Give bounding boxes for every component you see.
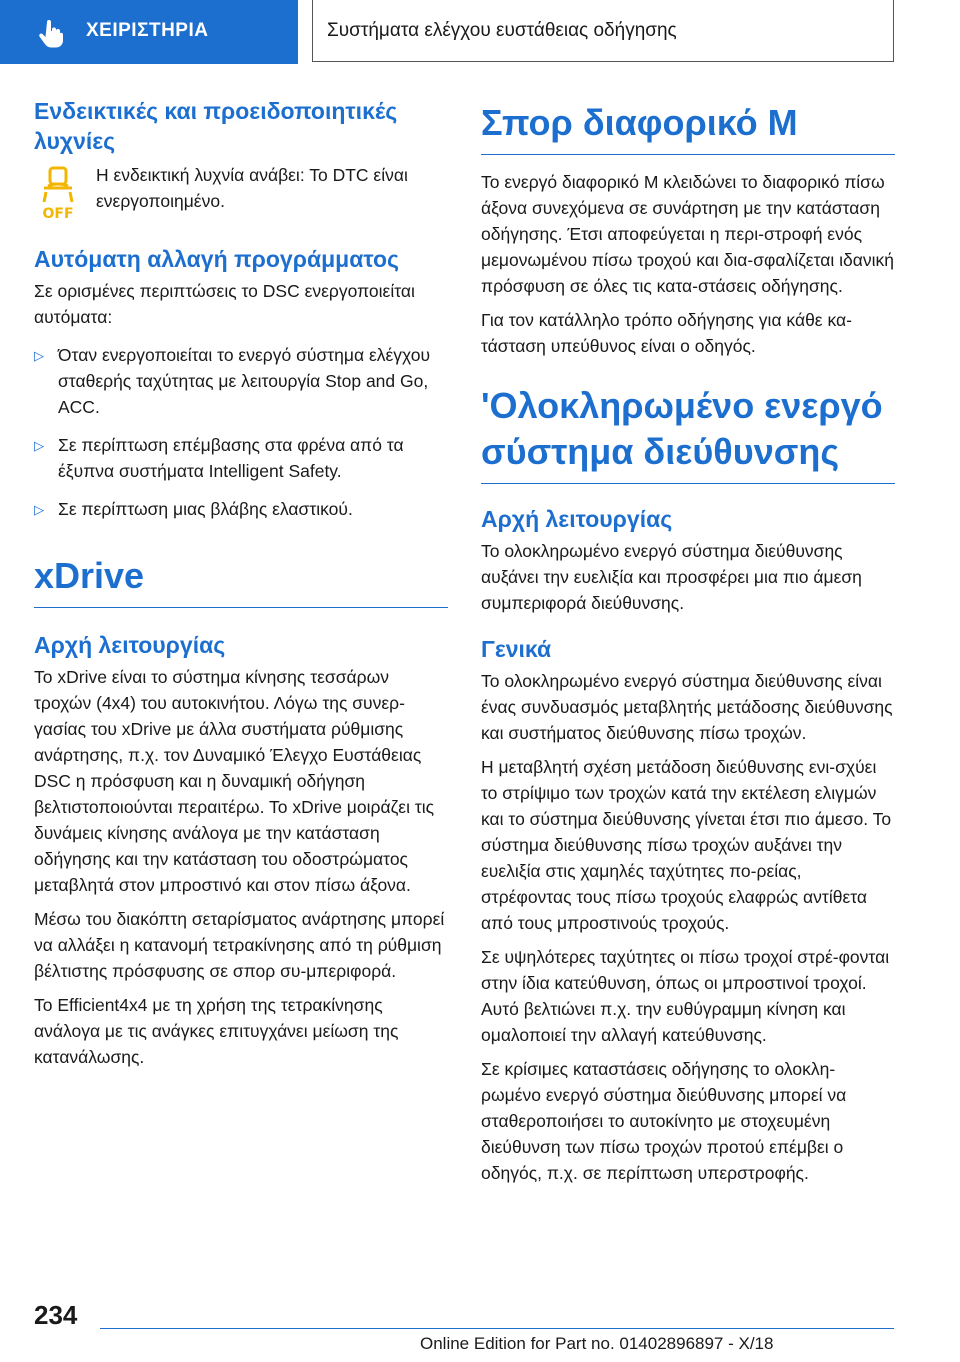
general-paragraph-1: Το ολοκληρωμένο ενεργό σύστημα διεύθυνσης είναι ένας συνδυασμός μεταβλητής μετάδοσης διεύθυνσης και συστήματος διεύθυνσης πίσω τροχών.: [481, 671, 893, 743]
edition-text: Online Edition for Part no. 01402896897 - X/18: [420, 1334, 774, 1353]
auto-bullet-list: [34, 342, 448, 523]
auto-text: Σε ορισμένες περιπτώσεις το DSC ενεργοποιείται αυτόματα:: [34, 281, 415, 327]
triangle-bullet-icon: ▷: [34, 348, 44, 363]
triangle-bullet-icon: ▷: [34, 502, 44, 517]
dtc-off-warning-icon: [34, 162, 82, 222]
steering-principle-heading: Αρχή λειτουργίας: [481, 506, 673, 532]
left-column: [34, 96, 448, 1078]
list-item: [34, 342, 448, 420]
right-column: [481, 100, 895, 1194]
triangle-bullet-icon: ▷: [34, 438, 44, 453]
xdrive-paragraph-3: Το Efficient4x4 με τη χρήση της τετρακίνησης ανάλογα με τις ανάγκες επιτυγχάνει μείωση της κατανάλωσης.: [34, 995, 399, 1067]
indicator-heading: Ενδεικτικές και προειδοποιητικές λυχνίες: [34, 98, 398, 154]
hand-pointer-icon: [38, 20, 64, 48]
list-item: [34, 496, 448, 523]
xdrive-principle-heading: Αρχή λειτουργίας: [34, 632, 226, 658]
bullet-text: Σε περίπτωση μιας βλάβης ελαστικού.: [58, 499, 353, 519]
chapter-header: [312, 0, 894, 62]
bullet-text: Σε περίπτωση επέμβασης στα φρένα από τα έξυπνα συστήματα Intelligent Safety.: [58, 435, 404, 481]
steering-principle-text: Το ολοκληρωμένο ενεργό σύστημα διεύθυνσης αυξάνει την ευελιξία και προσφέρει μια πιο άμεση συμπεριφορά διεύθυνσης.: [481, 541, 862, 613]
section-label: ΧΕΙΡΙΣΤΗΡΙΑ: [86, 20, 209, 41]
general-paragraph-4: Σε κρίσιμες καταστάσεις οδήγησης το ολοκλη‐ρωμένο ενεργό σύστημα διεύθυνσης μπορεί να σταθεροποιήσει το αυτοκίνητο με στοχευμένη διεύθυνση των πίσω τροχών προτού επέμβει ο οδηγός, π.χ. σε περίπτωση υπερστροφής.: [481, 1059, 847, 1183]
section-tab[interactable]: [0, 0, 298, 64]
indicator-text: Η ενδεικτική λυχνία ανάβει: Το DTC είναι ενεργοποιημένο.: [96, 165, 408, 211]
sport-diff-title: Σπορ διαφορικό M: [481, 100, 895, 155]
general-heading: Γενικά: [481, 636, 552, 662]
sport-paragraph-1: Το ενεργό διαφορικό M κλειδώνει το διαφορικό πίσω άξονα συνεχόμενα σε συνάρτηση με την κατάσταση οδήγησης. Έτσι αποφεύγεται η περι‐στροφή ενός μεμονωμένου πίσω τροχού και δια‐σφαλίζεται ιδανική πρόσφυση σε όλες τις κατα‐στάσεις οδήγησης.: [481, 172, 895, 296]
general-paragraph-2: Η μεταβλητή σχέση μετάδοση διεύθυνσης ενι‐σχύει το στρίψιμο των τροχών κατά την εκτέλεση ελιγμών και το σύστημα διεύθυνσης γίνεται έτσι πιο άμεσο. Το σύστημα διεύθυνσης πίσω τροχών αυξάνει την ευελιξία στις χαμηλές ταχύτητες πο‐ρείας, στρέφοντας τους πίσω τροχούς ελαφρώς αντίθετα από τους μπροστινούς τροχούς.: [481, 757, 892, 933]
footer-divider: [100, 1328, 894, 1329]
steering-title: 'Ολοκληρωμένο ενεργό σύστημα διεύθυνσης: [481, 383, 895, 484]
indicator-block: [34, 162, 448, 222]
auto-heading: Αυτόματη αλλαγή προγράμματος: [34, 246, 400, 272]
general-paragraph-3: Σε υψηλότερες ταχύτητες οι πίσω τροχοί στρέ‐φονται στην ίδια κατεύθυνση, όπως οι μπροστινοί τροχοί. Αυτό βελτιώνει π.χ. την ευθύγραμμη κίνηση και ομαλοποιεί την αλλαγή κατεύθυνσης.: [481, 947, 890, 1045]
xdrive-paragraph-1: Το xDrive είναι το σύστημα κίνησης τεσσάρων τροχών (4x4) του αυτοκινήτου. Λόγω της συνερ‐γασίας του xDrive με άλλα συστήματα ρύθμισης ανάρτησης, π.χ. τον Δυναμικό Έλεγχο Ευστάθειας DSC η πρόσφυση και η δυναμική οδήγηση βελτιστοποιούνται περαιτέρω. Το xDrive μοιράζει τις δυνάμεις κίνησης ανάλογα με την κατάσταση οδήγησης και την κατάσταση του οδοστρώματος μεταβλητά στον μπροστινό και στον πίσω άξονα.: [34, 667, 435, 895]
page-number: 234: [34, 1300, 78, 1330]
xdrive-title: xDrive: [34, 553, 448, 608]
icon-off-text: OFF: [42, 206, 74, 222]
sport-paragraph-2: Για τον κατάλληλο τρόπο οδήγησης για κάθε κα‐τάσταση υπεύθυνος είναι ο οδηγός.: [481, 310, 852, 356]
xdrive-paragraph-2: Μέσω του διακόπτη σεταρίσματος ανάρτησης μπορεί να αλλάξει η κατανομή τετρακίνησης από τη ρύθμιση βέλτιστης πρόσφυσης σε σπορ συ‐μπεριφορά.: [34, 909, 445, 981]
bullet-text: Όταν ενεργοποιείται το ενεργό σύστημα ελέγχου σταθερής ταχύτητας με λειτουργία Stop and Go, ACC.: [58, 345, 431, 417]
chapter-title: Συστήματα ελέγχου ευστάθειας οδήγησης: [327, 20, 677, 41]
list-item: [34, 432, 448, 484]
